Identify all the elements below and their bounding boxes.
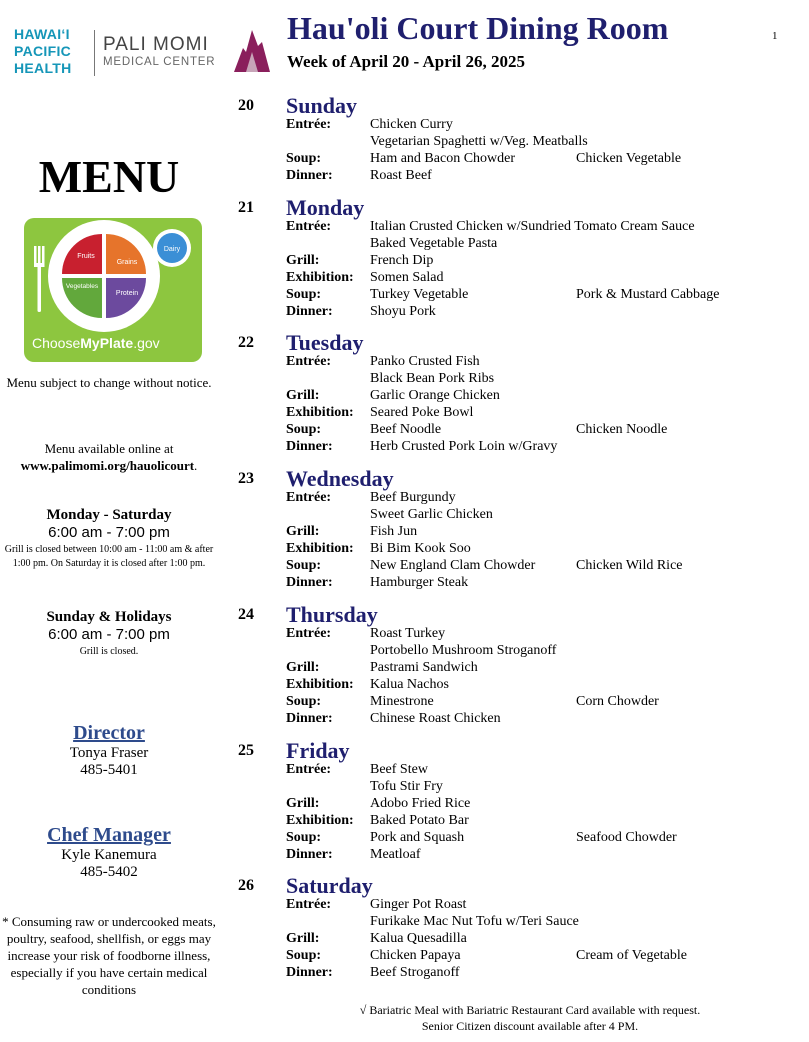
day-date: 26 bbox=[238, 877, 254, 894]
plate-label-dairy: Dairy bbox=[163, 246, 181, 253]
day-date: 21 bbox=[238, 199, 254, 216]
menu-change-notice: Menu subject to change without notice. bbox=[6, 375, 212, 390]
logo-subtitle: MEDICAL CENTER bbox=[103, 56, 216, 68]
bariatric-note: √ Bariatric Meal with Bariatric Restaurant Card available with request. bbox=[359, 1003, 701, 1017]
online-menu-url: www.palimomi.org/hauolicourt bbox=[20, 458, 195, 473]
menu-heading: MENU bbox=[38, 151, 180, 202]
director-phone: 485-5401 bbox=[80, 762, 138, 778]
myplate-brand: ChooseMyPlate.gov bbox=[32, 335, 160, 351]
hawaii-pacific-health-wordmark: HAWAIʻI PACIFIC HEALTH bbox=[14, 26, 72, 76]
day-name: Saturday bbox=[286, 873, 373, 898]
day-name: Monday bbox=[286, 195, 365, 220]
chef-manager-name: Kyle Kanemura bbox=[61, 847, 157, 863]
plate-label-fruits: Fruits bbox=[77, 253, 95, 260]
myplate-graphic bbox=[24, 218, 202, 362]
chef-manager-phone: 485-5402 bbox=[80, 864, 138, 880]
hours-holiday-note: Grill is closed. bbox=[79, 646, 139, 657]
senior-discount-note: Senior Citizen discount available after 4 PM. bbox=[421, 1019, 639, 1033]
week-range: Week of April 20 - April 26, 2025 bbox=[287, 52, 525, 71]
hours-weekday-heading: Monday - Saturday bbox=[46, 507, 172, 523]
food-safety-warning: * Consuming raw or undercooked meats, poultry, seafood, shellfish, or eggs may increase your risk of foodborne illness, especially if you have certain medical conditions bbox=[2, 914, 216, 997]
day-date: 22 bbox=[238, 334, 254, 351]
footer-notes bbox=[280, 1002, 780, 1034]
day-date: 20 bbox=[238, 97, 254, 114]
day-name: Wednesday bbox=[286, 466, 394, 491]
online-menu-info: Menu available online at www.palimomi.org/hauolicourt. bbox=[20, 441, 198, 473]
day-name: Tuesday bbox=[286, 330, 364, 355]
day-name: Thursday bbox=[286, 602, 378, 627]
hours-holiday-time: 6:00 am - 7:00 pm bbox=[48, 626, 170, 643]
day-date: 25 bbox=[238, 742, 254, 759]
plate-label-vegetables: Vegetables bbox=[65, 283, 99, 290]
day-date: 24 bbox=[238, 606, 254, 623]
logo-name: PALI MOMI bbox=[103, 34, 209, 55]
hours-holiday-heading: Sunday & Holidays bbox=[46, 609, 172, 625]
pali-momi-logo bbox=[14, 26, 276, 78]
director-role: Director bbox=[73, 722, 145, 744]
day-name: Friday bbox=[286, 738, 350, 763]
hours-weekday-note: Grill is closed between 10:00 am - 11:00 am & after 1:00 pm. On Saturday it is closed after 1:00 pm. bbox=[4, 544, 214, 569]
page-number: 1 bbox=[772, 30, 778, 42]
hours-weekday-time: 6:00 am - 7:00 pm bbox=[48, 524, 170, 541]
logo-divider bbox=[94, 30, 95, 76]
director-name: Tonya Fraser bbox=[69, 745, 149, 761]
mountain-logo-icon bbox=[232, 28, 272, 74]
day-date: 23 bbox=[238, 470, 254, 487]
day-name: Sunday bbox=[286, 93, 357, 118]
page-title: Hau'oli Court Dining Room bbox=[287, 10, 669, 46]
plate-label-protein: Protein bbox=[115, 290, 139, 297]
chef-manager-role: Chef Manager bbox=[47, 824, 171, 846]
plate-label-grains: Grains bbox=[116, 259, 138, 266]
